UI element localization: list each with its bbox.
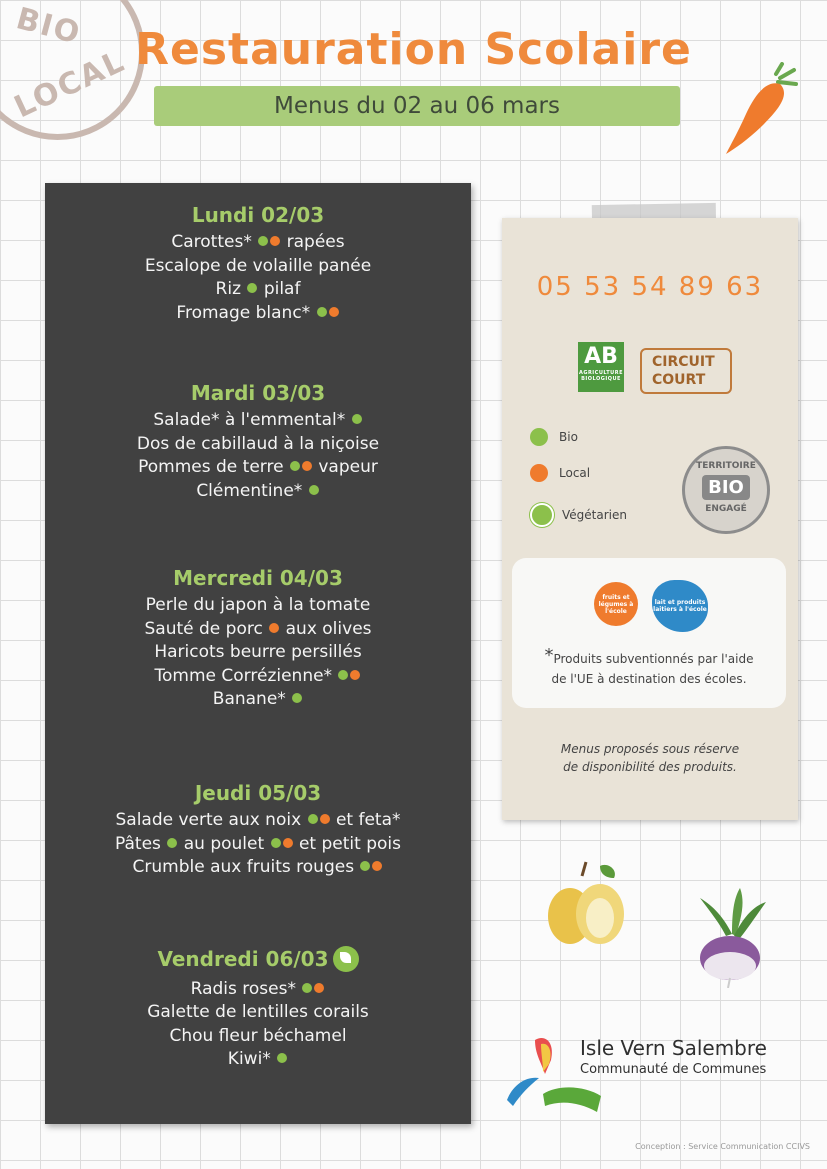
menu-day [45,947,471,1072]
dish-name-suffix: aux olives [285,618,372,639]
bio-dot-icon [290,461,300,471]
menu-day [45,566,471,712]
dish-item [45,480,471,504]
dish-item [45,1025,471,1049]
label-dots [257,232,281,252]
label-dots [276,1049,288,1069]
dish-name: Pâtes [115,833,161,854]
local-dot-icon [350,670,360,680]
bio-dot-icon [352,414,362,424]
dish-name: Riz [215,279,241,299]
bio-dot-icon [530,428,548,446]
dish-name-suffix: et feta* [335,810,401,830]
dish-item [45,641,471,665]
dish-name: Escalope de volaille panée [144,255,372,276]
bio-dot-icon [360,861,370,871]
fruits-legumes-ecole-logo: fruits et légumes à l'école [594,582,638,626]
stamp-local-text: LOCAL [9,43,131,126]
label-dots [307,810,331,830]
bio-dot-icon [258,236,268,246]
label-dots [246,279,258,299]
dish-name: Haricots beurre persillés [154,642,362,662]
label-dots [351,410,363,430]
bio-dot-icon [167,838,177,848]
label-dots [337,666,361,686]
dish-name: Tomme Corrézienne* [154,665,333,686]
label-dots [308,481,320,501]
org-subtitle: Communauté de Communes [580,1062,767,1077]
dish-name: Carottes* [171,232,252,252]
dish-name: Salade verte aux noix [115,810,302,830]
info-card [502,218,798,820]
ue-subsidy-text [512,645,786,689]
legend-vegetarian [530,503,627,527]
dish-name-suffix: pilaf [263,279,301,299]
dish-name-suffix: et petit pois [298,833,401,854]
dish-name: Banane* [212,689,286,709]
ue-text-line2: de l'UE à destination des écoles. [551,672,747,686]
turnip-illustration [692,884,772,988]
dish-item [45,1001,471,1025]
dish-item [45,433,471,457]
dish-name: Galette de lentilles corails [147,1002,369,1022]
circuit-court-line2: COURT [652,372,706,388]
bio-dot-icon [292,693,302,703]
local-dot-icon [269,623,279,633]
dish-name: Crumble aux fruits rouges [132,857,355,877]
pear-illustration [542,858,632,948]
badge-mid-text: BIO [702,475,750,500]
lait-ecole-logo: lait et produits laitiers à l'école [652,580,708,632]
ue-subsidy-box [512,558,786,708]
subtitle-band [154,86,680,126]
reserve-line2: de disponibilité des produits. [563,760,737,774]
dish-name: Perle du japon à la tomate [145,595,371,615]
legend-bio-label: Bio [559,430,578,444]
local-dot-icon [302,461,312,471]
dish-name: Radis roses* [190,978,296,999]
label-dots [316,303,340,323]
legend-vegetarian-label: Végétarien [562,508,627,522]
dish-item [45,231,471,255]
ab-logo-small-text: AGRICULTURE BIOLOGIQUE [578,370,623,382]
legend-local [530,464,590,482]
local-dot-icon [329,307,339,317]
dish-item [45,809,471,833]
day-title-text: Lundi 02/03 [191,203,325,227]
carrot-icon [720,62,800,162]
menu-day [45,781,471,880]
ue-star: * [544,645,554,666]
bio-dot-icon [308,814,318,824]
menu-day [45,381,471,503]
menu-panel [45,183,471,1124]
local-dot-icon [372,861,382,871]
local-dot-icon [283,838,293,848]
dish-item [45,688,471,712]
dish-item [45,833,471,857]
availability-note [502,740,798,776]
bio-dot-icon [271,838,281,848]
label-dots [359,857,383,877]
dish-item [45,255,471,279]
dish-name: Salade* à l'emmental* [153,410,346,430]
dish-item [45,278,471,302]
bio-dot-icon [277,1053,287,1063]
label-dots [166,834,178,854]
circuit-court-logo [640,348,732,394]
territoire-bio-engage-badge [682,446,770,534]
dish-name-suffix: au poulet [183,833,265,854]
dish-item [45,409,471,433]
ue-text-line1: Produits subventionnés par l'aide [553,652,754,666]
circuit-court-line1: CIRCUIT [652,354,715,370]
reserve-line1: Menus proposés sous réserve [560,742,740,756]
badge-top-text: TERRITOIRE [696,461,756,471]
dish-item [45,856,471,880]
local-dot-icon [314,983,324,993]
org-name: Isle Vern Salembre [580,1036,767,1060]
dish-name: Sauté de porc [144,618,263,639]
bio-dot-icon [338,670,348,680]
menu-day [45,203,471,325]
dish-name: Dos de cabillaud à la niçoise [136,433,380,454]
ab-logo-text: AB [584,344,618,369]
badge-bottom-text: ENGAGÉ [705,504,747,514]
design-credit: Conception : Service Communication CCIVS [635,1142,810,1151]
day-title [45,381,471,405]
legend-bio [530,428,578,446]
leaf-icon [530,503,554,527]
dish-name: Fromage blanc* [176,302,311,323]
dish-name: Clémentine* [196,480,303,501]
dish-name: Kiwi* [227,1049,271,1069]
dish-item [45,618,471,642]
bio-dot-icon [302,983,312,993]
day-title-text: Jeudi 05/03 [194,781,322,805]
day-title [45,203,471,227]
dish-name: Chou fleur béchamel [169,1025,347,1046]
page-subtitle: Menus du 02 au 06 mars [273,93,560,119]
label-dots [301,979,325,999]
day-title [45,781,471,805]
dish-name: Pommes de terre [138,457,284,477]
local-dot-icon [530,464,548,482]
dish-name-suffix: vapeur [318,457,378,477]
legend-local-label: Local [559,466,591,480]
dish-item [45,456,471,480]
dish-item [45,665,471,689]
dish-item [45,594,471,618]
ab-logo [578,342,624,392]
day-title [45,566,471,590]
label-dots [268,619,280,639]
label-dots [289,457,313,477]
label-dots [270,834,294,854]
local-dot-icon [270,236,280,246]
bio-dot-icon [247,283,257,293]
label-dots [291,689,303,709]
dish-item [45,302,471,326]
phone-number: 05 53 54 89 63 [536,272,764,302]
bio-dot-icon [317,307,327,317]
page-title: Restauration Scolaire [135,24,692,75]
day-title-text: Vendredi 06/03 [157,947,329,971]
dish-name-suffix: rapées [286,232,345,252]
dish-item [45,1048,471,1072]
dish-item [45,978,471,1002]
day-title-text: Mardi 03/03 [190,381,326,405]
stamp-bio-text: BIO [12,1,85,52]
local-dot-icon [320,814,330,824]
bio-dot-icon [309,485,319,495]
leaf-icon [333,946,359,972]
day-title [45,947,471,974]
day-title-text: Mercredi 04/03 [173,566,343,590]
